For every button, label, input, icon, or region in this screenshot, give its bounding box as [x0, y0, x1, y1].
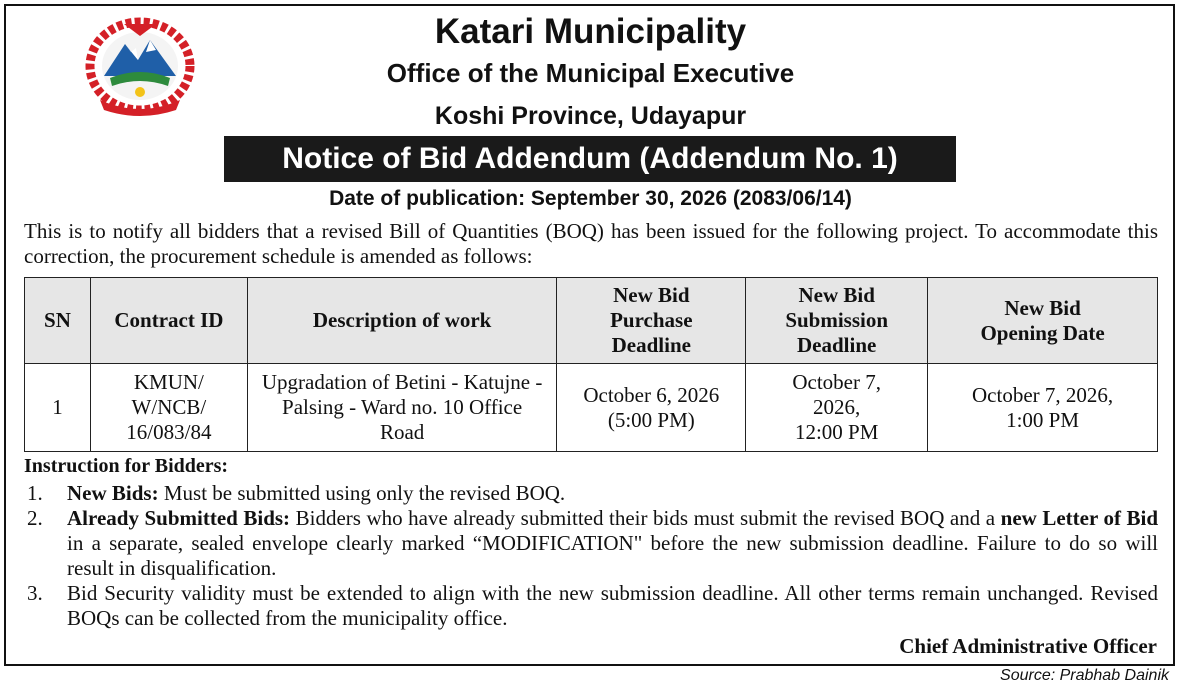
cell-contract-id: KMUN/ W/NCB/ 16/083/84 — [90, 364, 247, 452]
item-text: Must be submitted using only the revised BOQ. — [158, 481, 566, 505]
notice-title-banner: Notice of Bid Addendum (Addendum No. 1) — [224, 136, 956, 182]
table-row — [25, 364, 1158, 452]
cell-sn: 1 — [25, 364, 91, 452]
signature: Chief Administrative Officer — [899, 634, 1157, 658]
item-number: 2. — [27, 506, 43, 530]
bid-schedule-table — [24, 277, 1158, 452]
cell-purchase-deadline: October 6, 2026 (5:00 PM) — [557, 364, 746, 452]
source-credit: Source: Prabhab Dainik — [1000, 667, 1169, 684]
cell-submission-deadline: October 7, 2026, 12:00 PM — [746, 364, 928, 452]
item-text: Bidders who have already submitted their bids must submit the revised BOQ and a — [290, 506, 1001, 530]
header-sn: SN — [25, 278, 91, 364]
item-text-2: in a separate, sealed envelope clearly marked “MODIFICATION" before the new submission deadline. Failure to do so will result in disqualification. — [67, 531, 1158, 580]
location: Koshi Province, Udayapur — [434, 102, 747, 130]
intro-paragraph: This is to notify all bidders that a revised Bill of Quantities (BOQ) has been issued for the following project. To accommodate this correction, the procurement schedule is amended as follows: — [24, 219, 1158, 268]
list-item — [24, 581, 1158, 631]
list-item — [24, 481, 1158, 506]
item-number: 1. — [27, 481, 43, 505]
instructions-list — [24, 481, 1158, 631]
table-header-row — [25, 278, 1158, 364]
publication-date: Date of publication: September 30, 2026 (2083/06/14) — [329, 187, 852, 210]
header-description: Description of work — [247, 278, 557, 364]
list-item — [24, 506, 1158, 581]
header-contract-id: Contract ID — [90, 278, 247, 364]
office-name: Office of the Municipal Executive — [386, 58, 795, 88]
item-bold: New Bids: — [67, 481, 159, 505]
item-text: Bid Security validity must be extended to align with the new submission deadline. All other terms remain unchanged. Revised BOQs can be collected from the municipality office. — [67, 581, 1158, 630]
item-number: 3. — [27, 581, 43, 605]
municipality-name: Katari Municipality — [434, 12, 747, 51]
cell-opening-date: October 7, 2026, 1:00 PM — [928, 364, 1158, 452]
cell-description: Upgradation of Betini - Katujne - Palsing - Ward no. 10 Office Road — [247, 364, 557, 452]
item-bold-2: new Letter of Bid — [1000, 506, 1159, 530]
instructions-title: Instruction for Bidders: — [24, 455, 229, 477]
item-bold: Already Submitted Bids: — [67, 506, 291, 530]
header-submission-deadline: New Bid Submission Deadline — [746, 278, 928, 364]
header-opening-date: New Bid Opening Date — [928, 278, 1158, 364]
header-purchase-deadline: New Bid Purchase Deadline — [557, 278, 746, 364]
